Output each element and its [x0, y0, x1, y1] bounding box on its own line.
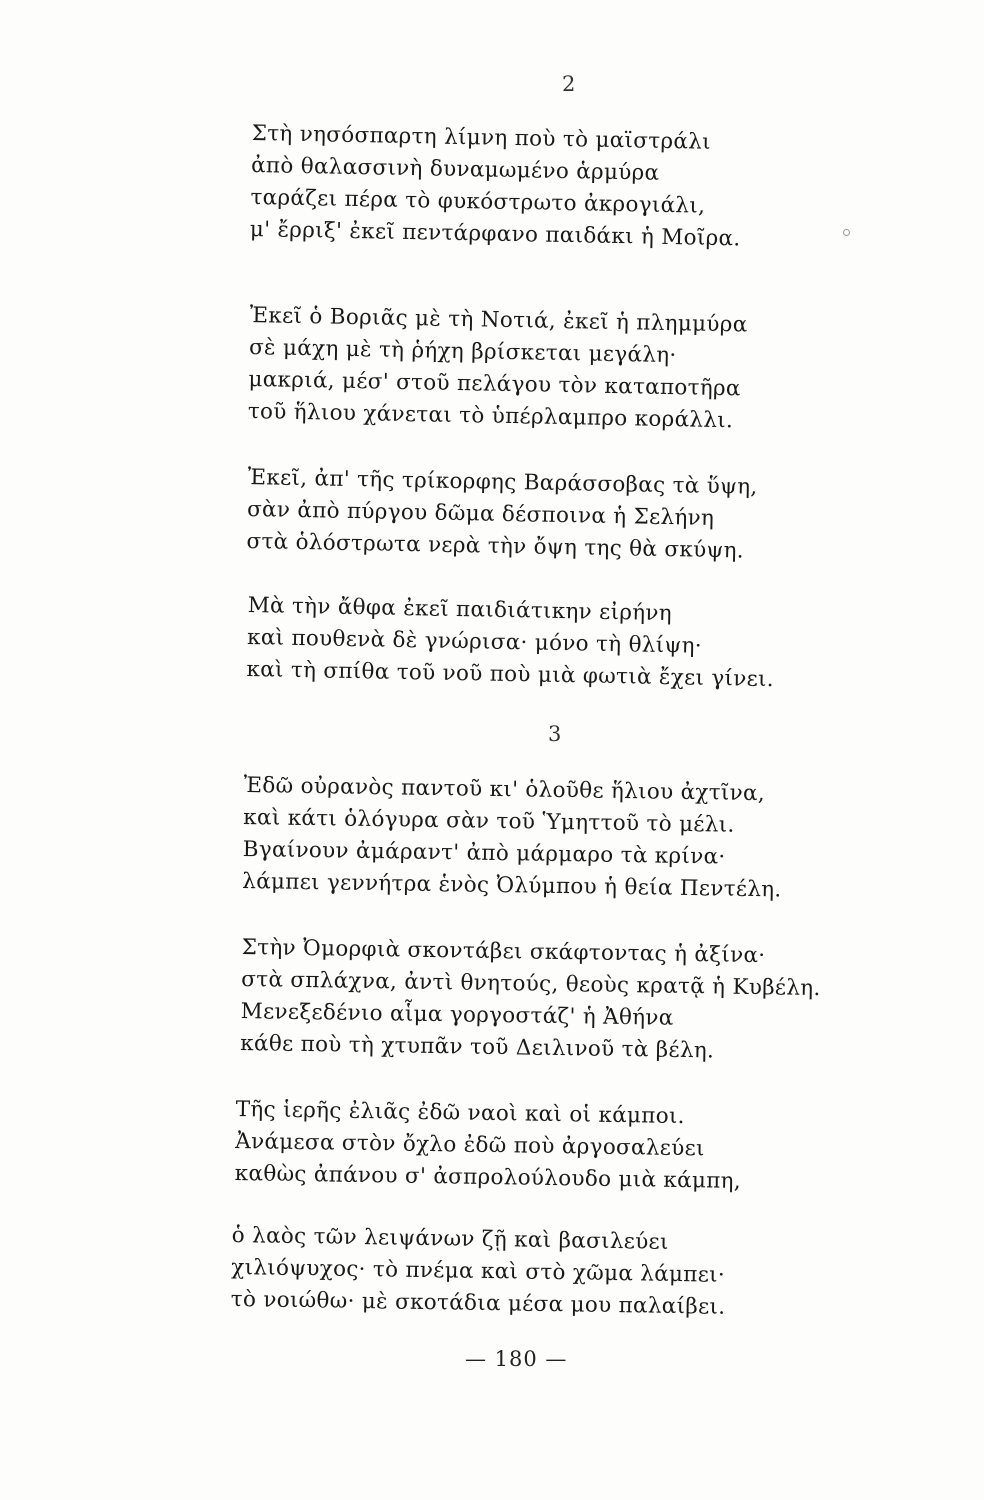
section-number-2: 2 [562, 72, 576, 96]
verse-line: Στὴν Ὀμορφιὰ σκοντάβει σκάφτοντας ἡ ἀξίνα· [241, 934, 766, 969]
stanza [234, 1094, 875, 1200]
verse-line: ἀπὸ θαλασσινὴ δυναμωμένο ἁρμύρα [250, 152, 660, 186]
verse-line: Ἐκεῖ, ἀπ' τῆς τρίκορφης Βαράσσοβας τὰ ὕψη, [247, 464, 758, 500]
verse-line: Βγαίνουν ἀμάραντ' ἀπὸ μάρμαρο τὰ κρίνα· [242, 836, 726, 870]
verse-line: Ἐκεῖ ὁ Βοριᾶς μὲ τὴ Νοτιά, ἐκεῖ ἡ πλημμύρα [249, 302, 748, 338]
verse-line: καὶ πουθενὰ δὲ γνώρισα· μόνο τὴ θλίψη· [246, 624, 703, 659]
stanza [240, 932, 882, 1070]
verse-line: σὰν ἀπὸ πύργου δῶμα δέσποινα ἡ Σελήνη [246, 496, 715, 531]
verse-line: σὲ μάχη μὲ τὴ ῥήχη βρίσκεται μεγάλη· [248, 334, 677, 369]
stanza [246, 590, 888, 698]
verse-line: καὶ τὴ σπίθα τοῦ νοῦ ποὺ μιὰ φωτιὰ ἔχει γίνει. [246, 656, 775, 693]
verse-line: τὸ νοιώθω· μὲ σκοτάδια μέσα μου παλαίβει. [230, 1286, 726, 1320]
verse-line: στὰ σπλάχνα, ἀντὶ θνητούς, θεοὺς κρατᾷ ἡ Κυβέλη. [241, 966, 821, 1002]
verse-line: Τῆς ἱερῆς ἐλιᾶς ἐδῶ ναοὶ καὶ οἱ κάμποι. [235, 1096, 685, 1130]
verse-line: Ἀνάμεσα στὸν ὄχλο ἐδῶ ποὺ ἀργοσαλεύει [235, 1128, 705, 1162]
verse-line: μακριά, μέσ' στοῦ πελάγου τὸν καταποτῆρα [248, 366, 741, 402]
stanza [248, 300, 890, 440]
verse-line: χιλιόψυχος· τὸ πνέμα καὶ στὸ χῶμα λάμπει· [231, 1254, 726, 1288]
page-number: — 180 — [465, 1347, 568, 1371]
verse-line: Στὴ νησόσπαρτη λίμνη ποὺ τὸ μαϊστράλι [251, 120, 712, 155]
verse-line: Μὰ τὴν ἄθφα ἐκεῖ παιδιάτικην εἰρήνη [247, 592, 673, 627]
ink-speck [843, 229, 850, 236]
verse-line: Ἐδῶ οὐρανὸς παντοῦ κι' ὁλοῦθε ἥλιου ἀχτῖνα, [243, 772, 766, 807]
verse-line: μ' ἔρριξ' ἐκεῖ πεντάρφανο παιδάκι ἡ Μοῖρα. [249, 216, 741, 252]
stanza [242, 770, 884, 908]
section-number-3: 3 [548, 722, 562, 746]
verse-line: κάθε ποὺ τὴ χτυπᾶν τοῦ Δειλινοῦ τὰ βέλη. [240, 1030, 715, 1064]
verse-line: ταράζει πέρα τὸ φυκόστρωτο ἀκρογιάλι, [250, 184, 706, 219]
verse-line: καθὼς ἀπάνου σ' ἀσπρολούλουδο μιὰ κάμπη, [234, 1160, 742, 1194]
verse-line: Μενεξεδένιο αἷμα γοργοστάζ' ἡ Ἀθήνα [240, 998, 674, 1031]
stanza [246, 462, 888, 570]
verse-line: καὶ κάτι ὁλόγυρα σὰν τοῦ Ὑμηττοῦ τὸ μέλι. [243, 804, 735, 838]
verse-line: ὁ λαὸς τῶν λειψάνων ζῇ καὶ βασιλεύει [231, 1222, 669, 1255]
stanza [250, 118, 892, 258]
verse-line: λάμπει γεννήτρα ἑνὸς Ὀλύμπου ἡ θεία Πεντέλη. [242, 868, 782, 903]
stanza [230, 1220, 871, 1326]
verse-line: τοῦ ἥλιου χάνεται τὸ ὑπέρλαμπρο κοράλλι. [247, 398, 734, 434]
verse-line: στὰ ὁλόστρωτα νερὰ τὴν ὄψη της θὰ σκύψη. [246, 528, 745, 564]
